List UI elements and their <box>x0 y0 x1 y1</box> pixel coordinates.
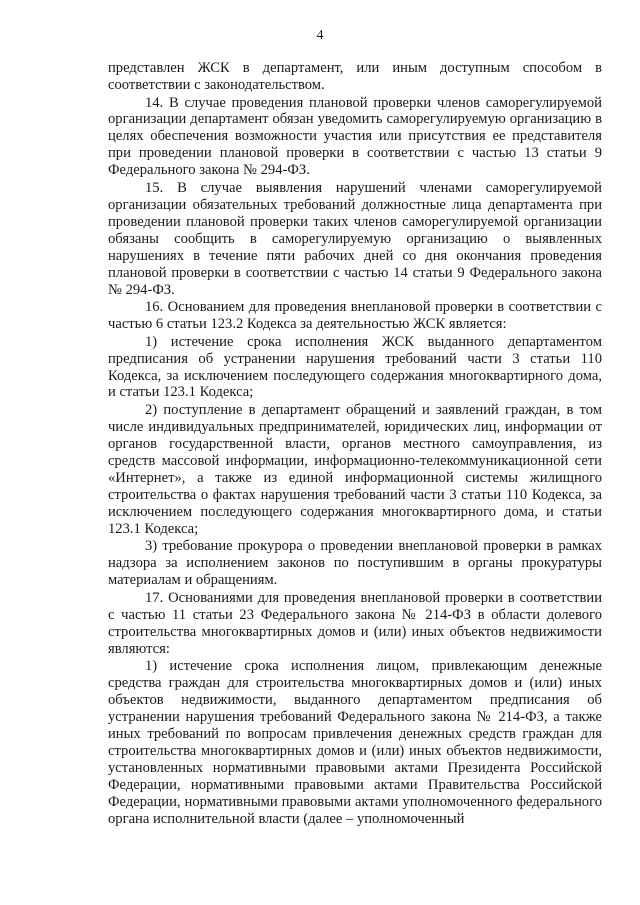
paragraph-16-item-3: 3) требование прокурора о проведении внеплановой проверки в рамках надзора за исполнением законов по поступившим в органы прокуратуры материалам и обращениям. <box>108 538 602 589</box>
paragraph-15: 15. В случае выявления нарушений членами саморегулируемой организации обязательных требований должностные лица департамента при проведении плановой проверки таких членов саморегулируемой организации обязаны сообщить в саморегулируемую организацию о выявленных нарушениях в течение пяти рабочих дней со дня окончания проведения плановой проверки в соответствии с частью 14 статьи 9 Федерального закона № 294-ФЗ. <box>108 179 602 298</box>
paragraph-16-item-1: 1) истечение срока исполнения ЖСК выданного департаментом предписания об устранении нарушения требований части 3 статьи 110 Кодекса, за исключением последующего содержания многоквартирного дома, и статьи 123.1 Кодекса; <box>108 333 602 401</box>
paragraph-16: 16. Основанием для проведения внеплановой проверки в соответствии с частью 6 статьи 123.2 Кодекса за деятельностью ЖСК является: <box>108 299 602 333</box>
paragraph-16-item-2: 2) поступление в департамент обращений и заявлений граждан, в том числе индивидуальных предпринимателей, юридических лиц, информации от органов государственной власти, органов местного самоуправления, из средств массовой информации, информационно-телекоммуникационной сети «Интернет», а также из единой информационной системы жилищного строительства о фактах нарушения требований части 3 статьи 110 Кодекса, за исключением последующего содержания многоквартирного дома, и статьи 123.1 Кодекса; <box>108 402 602 537</box>
paragraph-continuation: представлен ЖСК в департамент, или иным доступным способом в соответствии с законодательством. <box>108 60 602 93</box>
page-number: 4 <box>316 28 324 43</box>
document-body <box>108 60 602 828</box>
paragraph-17-item-1: 1) истечение срока исполнения лицом, привлекающим денежные средства граждан для строительства многоквартирных домов и (или) иных объектов недвижимости, выданного департаментом предписания об устранении нарушения требований Федерального закона № 214-ФЗ, а также иных требований по вопросам привлечения денежных средств граждан для строительства многоквартирных домов и (или) иных объектов недвижимости, установленных нормативными правовыми актами Президента Российской Федерации, нормативными правовыми актами Правительства Российской Федерации, нормативными правовыми актами уполномоченного федерального органа исполнительной власти (далее – уполномоченный <box>108 658 602 827</box>
paragraph-17: 17. Основаниями для проведения внеплановой проверки в соответствии с частью 11 статьи 23 Федерального закона № 214-ФЗ в области долевого строительства многоквартирных домов и (или) иных объектов недвижимости являются: <box>108 589 602 657</box>
paragraph-14: 14. В случае проведения плановой проверки членов саморегулируемой организации департамент обязан уведомить саморегулируемую организацию в целях обеспечения возможности участия или присутствия ее представителя при проведении плановой проверки в соответствии с частью 13 статьи 9 Федерального закона № 294-ФЗ. <box>108 94 602 179</box>
